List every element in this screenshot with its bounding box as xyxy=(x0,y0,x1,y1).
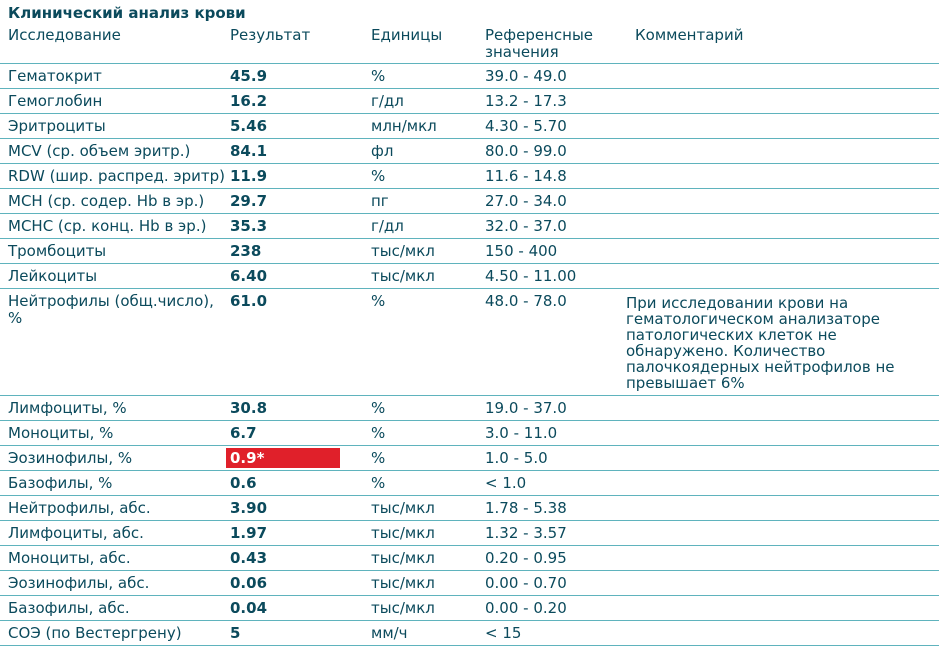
reference-range: < 15 xyxy=(485,624,522,642)
test-name: Нейтрофилы (общ.число), % xyxy=(8,292,214,327)
table-row xyxy=(0,289,939,396)
test-name: Лимфоциты, абс. xyxy=(8,524,144,542)
reference-range: 32.0 - 37.0 xyxy=(485,217,567,235)
test-name: Базофилы, % xyxy=(8,474,113,492)
reference-range: 11.6 - 14.8 xyxy=(485,167,567,185)
result-value: 238 xyxy=(230,242,262,260)
reference-range: 39.0 - 49.0 xyxy=(485,67,567,85)
result-value: 5.46 xyxy=(230,117,268,135)
table-row xyxy=(0,164,939,189)
reference-range: 150 - 400 xyxy=(485,242,558,260)
header-reference xyxy=(485,27,593,61)
table-row xyxy=(0,89,939,114)
results-table xyxy=(0,64,939,646)
table-row xyxy=(0,189,939,214)
test-name: Эозинофилы, абс. xyxy=(8,574,150,592)
table-row xyxy=(0,139,939,164)
result-value: 11.9 xyxy=(230,167,268,185)
table-row xyxy=(0,521,939,546)
header-result: Результат xyxy=(230,26,311,44)
table-row xyxy=(0,471,939,496)
table-row xyxy=(0,396,939,421)
reference-range: 0.00 - 0.70 xyxy=(485,574,567,592)
result-value: 6.7 xyxy=(230,424,257,442)
comment: При исследовании крови на гематологическом анализаторе патологических клеток не обнаружено. Количество палочкоядерных нейтрофилов не превышает 6% xyxy=(626,294,895,392)
reference-range: 80.0 - 99.0 xyxy=(485,142,567,160)
reference-range: 0.20 - 0.95 xyxy=(485,549,567,567)
test-name: Эозинофилы, % xyxy=(8,449,133,467)
test-name: MCH (ср. содер. Hb в эр.) xyxy=(8,192,205,210)
unit: тыс/мкл xyxy=(371,499,435,517)
header-name: Исследование xyxy=(8,26,121,44)
unit: % xyxy=(371,292,386,310)
table-row xyxy=(0,114,939,139)
unit: тыс/мкл xyxy=(371,267,435,285)
reference-range: 13.2 - 17.3 xyxy=(485,92,567,110)
result-value: 45.9 xyxy=(230,67,268,85)
result-value: 61.0 xyxy=(230,292,268,310)
result-value: 35.3 xyxy=(230,217,268,235)
reference-range: 1.78 - 5.38 xyxy=(485,499,567,517)
table-row xyxy=(0,496,939,521)
result-value: 6.40 xyxy=(230,267,268,285)
reference-range: 4.30 - 5.70 xyxy=(485,117,567,135)
page-title: Клинический анализ крови xyxy=(8,4,246,22)
reference-range: 4.50 - 11.00 xyxy=(485,267,577,285)
reference-range: 0.00 - 0.20 xyxy=(485,599,567,617)
test-name: Лейкоциты xyxy=(8,267,98,285)
unit: % xyxy=(371,474,386,492)
result-value: 0.6 xyxy=(230,474,257,492)
unit: % xyxy=(371,424,386,442)
test-name: Эритроциты xyxy=(8,117,106,135)
result-value: 0.43 xyxy=(230,549,268,567)
reference-range: 19.0 - 37.0 xyxy=(485,399,567,417)
unit: мм/ч xyxy=(371,624,408,642)
unit: % xyxy=(371,399,386,417)
reference-range: 48.0 - 78.0 xyxy=(485,292,567,310)
table-row xyxy=(0,621,939,646)
header-reference-line2: значения xyxy=(485,43,559,61)
reference-range: 27.0 - 34.0 xyxy=(485,192,567,210)
test-name: Моноциты, % xyxy=(8,424,114,442)
test-name: Тромбоциты xyxy=(8,242,107,260)
table-row xyxy=(0,571,939,596)
table-row xyxy=(0,214,939,239)
test-name: RDW (шир. распред. эритр) xyxy=(8,167,225,185)
table-row xyxy=(0,239,939,264)
reference-range: < 1.0 xyxy=(485,474,527,492)
test-name: Лимфоциты, % xyxy=(8,399,127,417)
reference-range: 1.32 - 3.57 xyxy=(485,524,567,542)
unit: тыс/мкл xyxy=(371,242,435,260)
table-row xyxy=(0,264,939,289)
unit: % xyxy=(371,167,386,185)
result-value: 0.06 xyxy=(230,574,268,592)
table-row xyxy=(0,64,939,89)
test-name: Моноциты, абс. xyxy=(8,549,131,567)
result-value-flagged: 0.9* xyxy=(226,448,340,468)
table-row xyxy=(0,446,939,471)
unit: тыс/мкл xyxy=(371,549,435,567)
unit: млн/мкл xyxy=(371,117,437,135)
test-name: СОЭ (по Вестергрену) xyxy=(8,624,182,642)
test-name: Гематокрит xyxy=(8,67,102,85)
unit: % xyxy=(371,449,386,467)
reference-range: 1.0 - 5.0 xyxy=(485,449,548,467)
result-value: 16.2 xyxy=(230,92,268,110)
unit: % xyxy=(371,67,386,85)
unit: фл xyxy=(371,142,394,160)
test-name: Базофилы, абс. xyxy=(8,599,130,617)
result-value: 30.8 xyxy=(230,399,268,417)
reference-range: 3.0 - 11.0 xyxy=(485,424,558,442)
header-comment: Комментарий xyxy=(635,26,744,44)
unit: тыс/мкл xyxy=(371,524,435,542)
result-value: 0.04 xyxy=(230,599,268,617)
test-name: Нейтрофилы, абс. xyxy=(8,499,151,517)
table-header xyxy=(0,27,939,63)
result-value: 5 xyxy=(230,624,241,642)
test-name: Гемоглобин xyxy=(8,92,103,110)
unit: г/дл xyxy=(371,92,404,110)
table-row xyxy=(0,421,939,446)
unit: тыс/мкл xyxy=(371,599,435,617)
test-name: MCHC (ср. конц. Hb в эр.) xyxy=(8,217,207,235)
unit: пг xyxy=(371,192,389,210)
table-row xyxy=(0,596,939,621)
result-value: 29.7 xyxy=(230,192,268,210)
table-row xyxy=(0,546,939,571)
unit: тыс/мкл xyxy=(371,574,435,592)
result-value: 1.97 xyxy=(230,524,268,542)
header-units: Единицы xyxy=(371,26,443,44)
result-value: 84.1 xyxy=(230,142,268,160)
result-value: 3.90 xyxy=(230,499,268,517)
header-reference-line1: Референсные xyxy=(485,26,594,44)
test-name: MCV (ср. объем эритр.) xyxy=(8,142,191,160)
unit: г/дл xyxy=(371,217,404,235)
